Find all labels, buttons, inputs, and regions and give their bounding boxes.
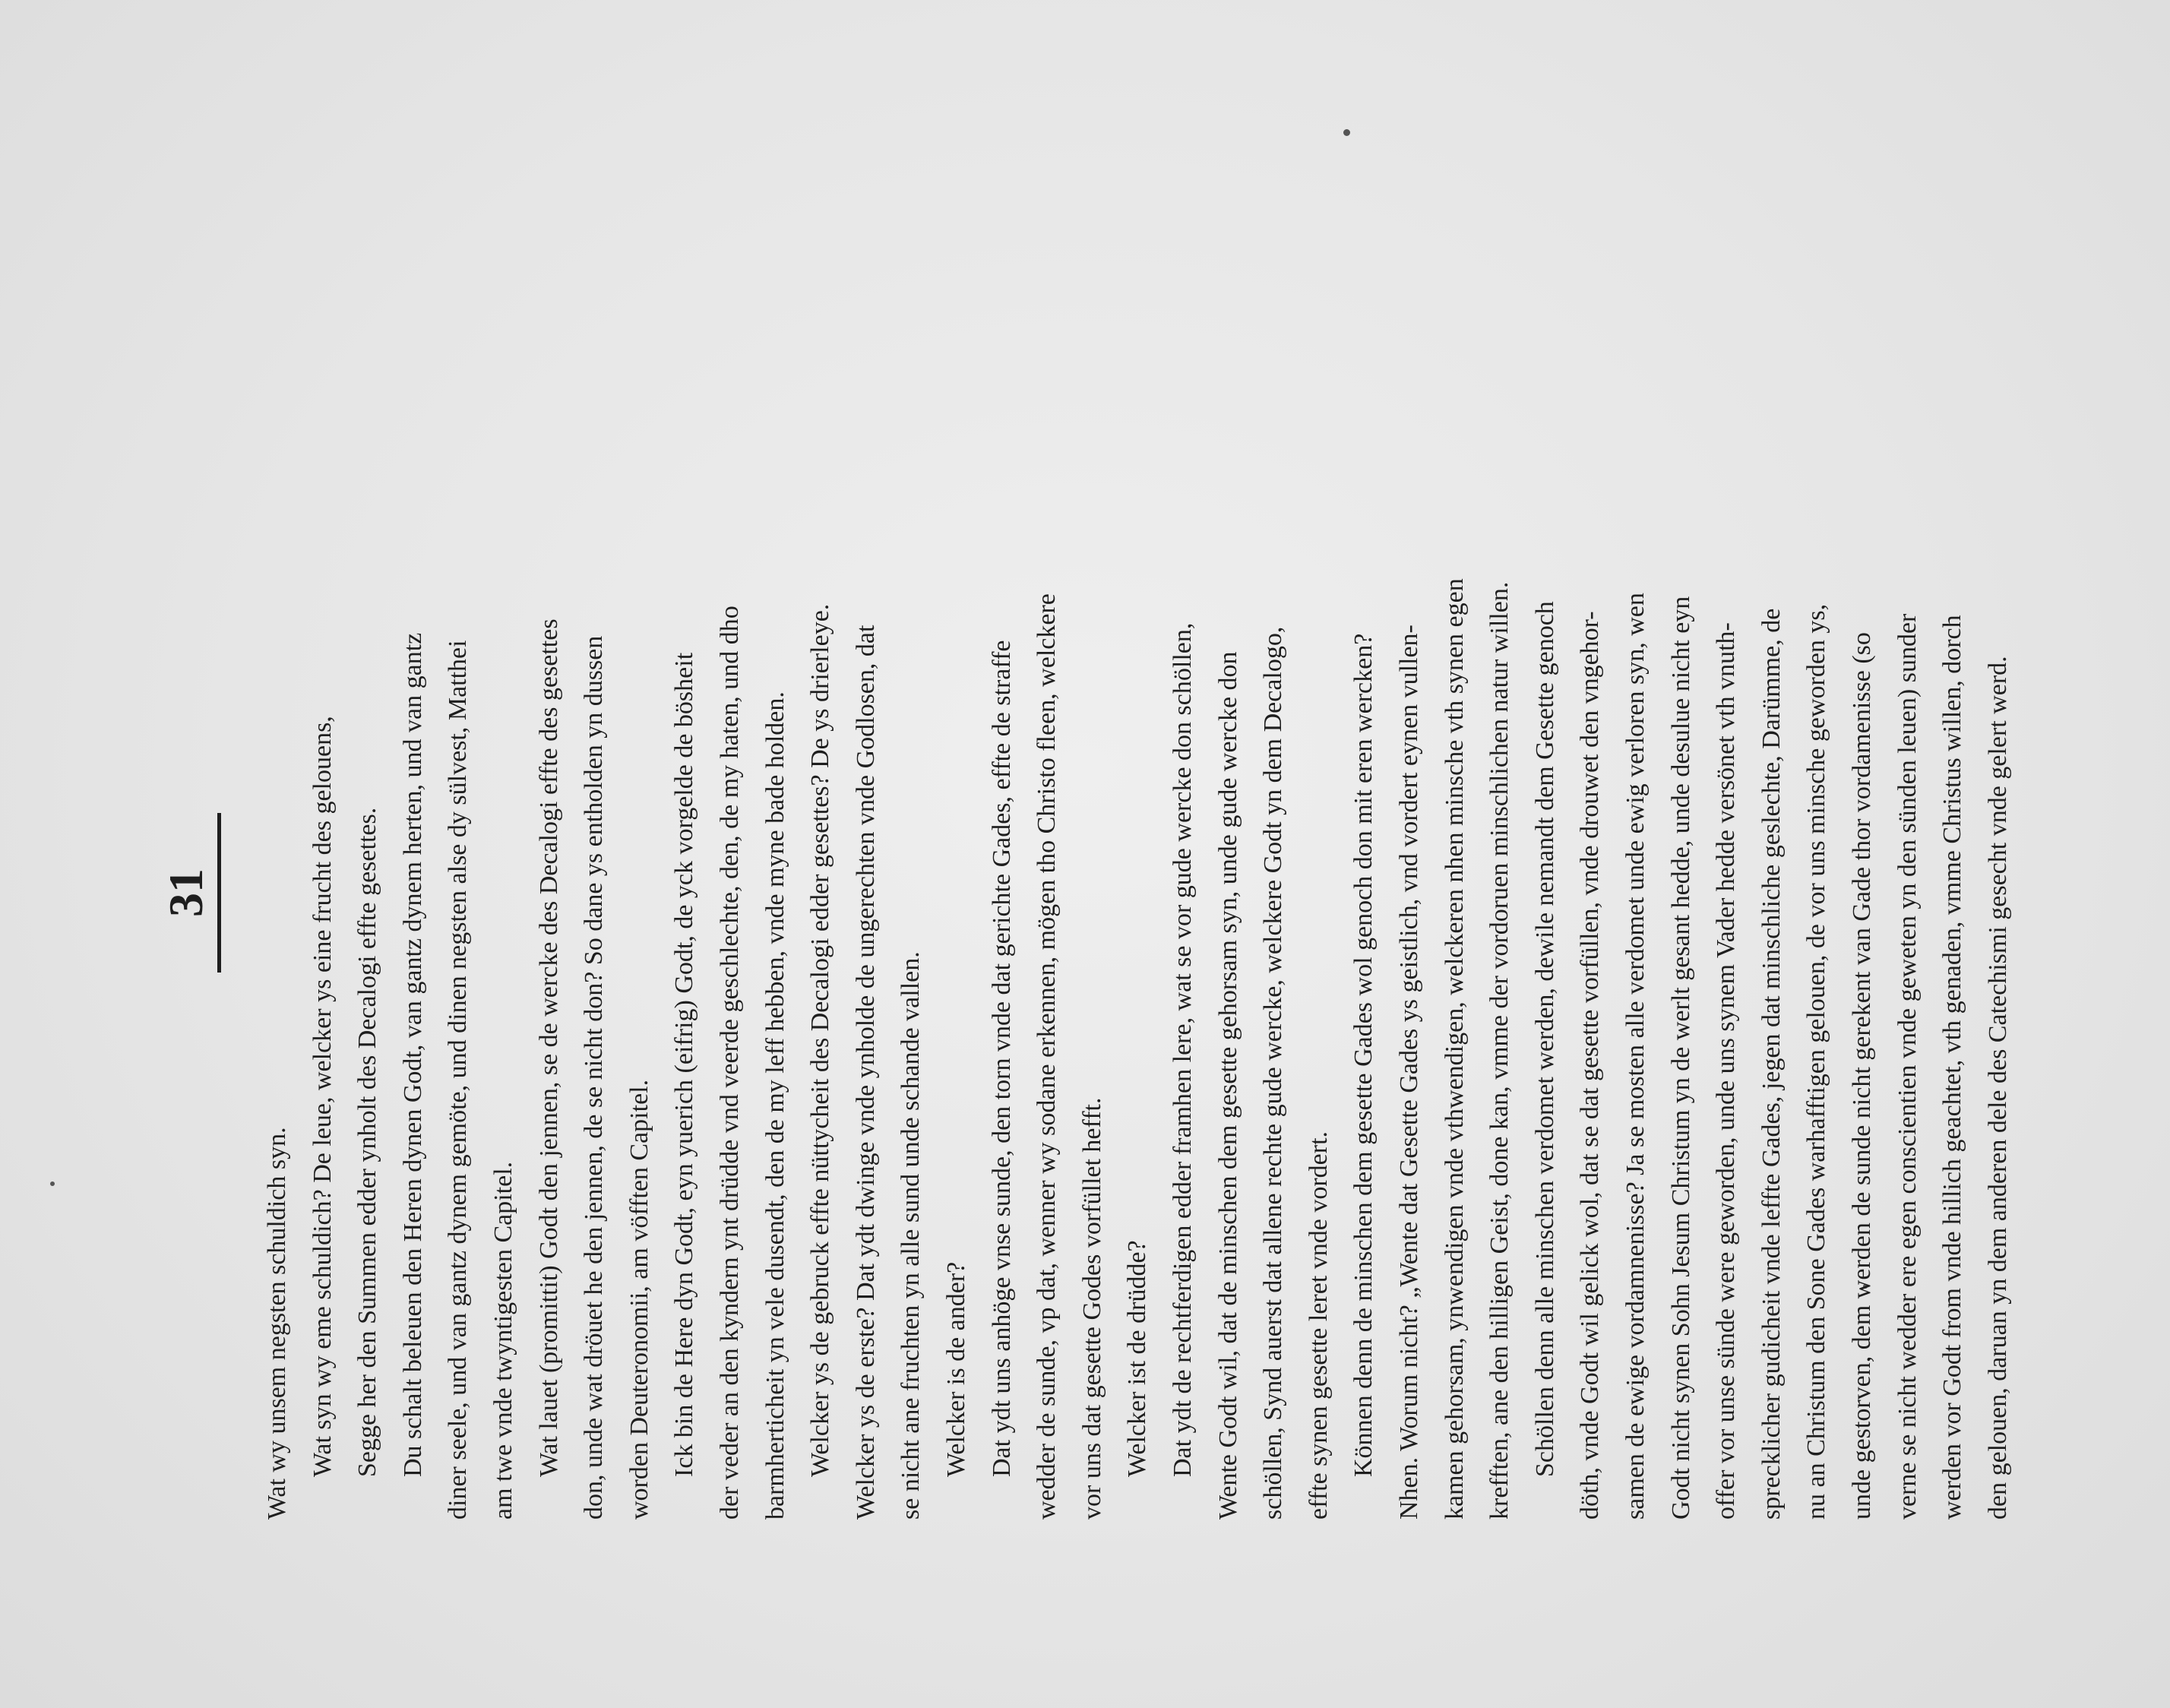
text-line: worden Deuteronomii, am vöfften Capitel.: [625, 1079, 653, 1520]
page-number: 31: [159, 868, 213, 917]
text-line: den gelouen, daruan yn dem anderen dele des Catechismi gesecht vnde gelert werd.: [1983, 656, 2012, 1520]
text-line: der veder an den kyndern ynt drüdde vnd veerde geschlechte, den, de my haten, und dho: [716, 606, 744, 1520]
text-line: Welcker ys de erste? Dat ydt dwinge vnde ynholde de ungerechten vnde Godlosen, dat: [851, 625, 880, 1520]
text-line: offer vor unse sünde were geworden, unde uns synem Vader hedde versönet vth vnuth-: [1712, 622, 1741, 1520]
text-line: se nicht ane fruchten yn alle sund unde schande vallen.: [897, 951, 925, 1520]
text-line: schöllen, Synd auerst dat allene rechte gude wercke, welckere Godt yn dem Decalogo,: [1259, 626, 1288, 1520]
text-line: Können denn de minschen dem gesette Gades wol genoch don mit eren wercken?: [1349, 633, 1378, 1477]
text-line: Welcker ist de drüdde?: [1123, 1240, 1152, 1477]
ink-speck: [50, 1181, 55, 1186]
text-line: Dat ydt de rechtferdigen edder framhen lere, wat se vor gude wercke don schöllen,: [1169, 622, 1197, 1477]
text-line: Godt nicht synen Sohn Jesum Christum yn de werlt gesant hedde, unde desulue nicht eyn: [1666, 596, 1695, 1520]
text-line: Wat wy unsem negsten schuldich syn.: [263, 1127, 291, 1520]
text-line: Du schalt beleuen den Heren dynen Godt, van gantz dynem herten, und van gantz: [398, 632, 427, 1477]
text-line: Welcker ys de gebruck effte nüttycheit des Decalogi edder gesettes? De ys drierleye.: [806, 603, 835, 1477]
text-line: Schöllen denn alle minschen verdomet werden, dewile nemandt dem Gesette genoch: [1530, 601, 1559, 1477]
text-line: effte synen gesette leret vnde vordert.: [1304, 1131, 1333, 1520]
text-line: Wat lauet (promittit) Godt den jennen, se de wercke des Decalogi effte des gesettes: [534, 618, 563, 1477]
text-line: Welcker is de ander?: [942, 1261, 970, 1477]
text-line: Ick bin de Here dyn Godt, eyn yuerich (eifrig) Godt, de yck vorgelde de bösheit: [670, 652, 699, 1477]
text-line: diner seele, und van gantz dynem gemöte, und dinen negsten alse dy sülvest, Matthei: [444, 640, 473, 1520]
text-line: verne se nicht wedder ere egen conscientien vnde geweten yn den sünden leuen) sunder: [1893, 613, 1922, 1520]
text-line: Wat syn wy eme schuldich? De leue, welcker ys eine frucht des gelouens,: [308, 716, 337, 1477]
text-line: Nhen. Worum nicht? „Wente dat Gesette Gades ys geistlich, vnd vordert eynen vullen-: [1395, 625, 1423, 1520]
text-line: Segge her den Summen edder ynholt des Decalogi effte gesettes.: [353, 807, 382, 1477]
text-line: werden vor Godt from vnde hillich geachtet, vth genaden, vmme Christus willen, dorch: [1938, 615, 1967, 1520]
text-line: wedder de sunde, vp dat, wenner wy sodane erkennen, mögen tho Christo fleen, welckere: [1033, 593, 1061, 1520]
text-line: Dat ydt uns anhöge vnse sunde, den torn vnde dat gerichte Gades, effte de straffe: [987, 640, 1016, 1477]
text-line: barmherticheit yn vele dusendt, den de my leff hebben, vnde myne bade holden.: [761, 691, 789, 1520]
page-number-rule: [217, 813, 221, 973]
text-line: krefften, ane den hilligen Geist, done kan, vmme der vordoruen minschlichen natur willen.: [1485, 581, 1514, 1520]
text-line: samen de ewige vordamnenisse? Ja se mosten alle verdomet unde ewig verloren syn, wen: [1621, 593, 1650, 1520]
text-line: unde gestorven, dem werden de sunde nicht gerekent van Gade thor vordamenisse (so: [1848, 632, 1876, 1520]
text-line: am twe vnde twyntigesten Capitel.: [489, 1161, 517, 1520]
page-number-header: [160, 809, 221, 976]
text-line: vor uns dat gesette Godes vorfüllet hefft.: [1077, 1097, 1106, 1520]
text-line: kamen gehorsam, ynwendigen vnde vthwendigen, welckeren nhen minsche vth synen egen: [1440, 578, 1469, 1520]
text-line: don, unde wat dröuet he den jennen, de se nicht don? So dane ys entholden yn dussen: [580, 635, 609, 1520]
text-line: döth, vnde Godt wil gelick wol, dat se dat gesette vorfüllen, vnde drouwet den vngehor-: [1576, 611, 1605, 1520]
page-text-block: [159, 61, 2012, 1520]
text-line: Wente Godt wil, dat de minschen dem gesette gehorsam syn, unde gude wercke don: [1213, 651, 1242, 1520]
text-line: sprecklicher gudicheit vnde leffte Gades, jegen dat minschliche geslechte, Darümme, de: [1757, 608, 1786, 1520]
text-line: nu an Christum den Sone Gades warhafftigen gelouen, de vor uns minsche geworden ys,: [1802, 603, 1831, 1520]
